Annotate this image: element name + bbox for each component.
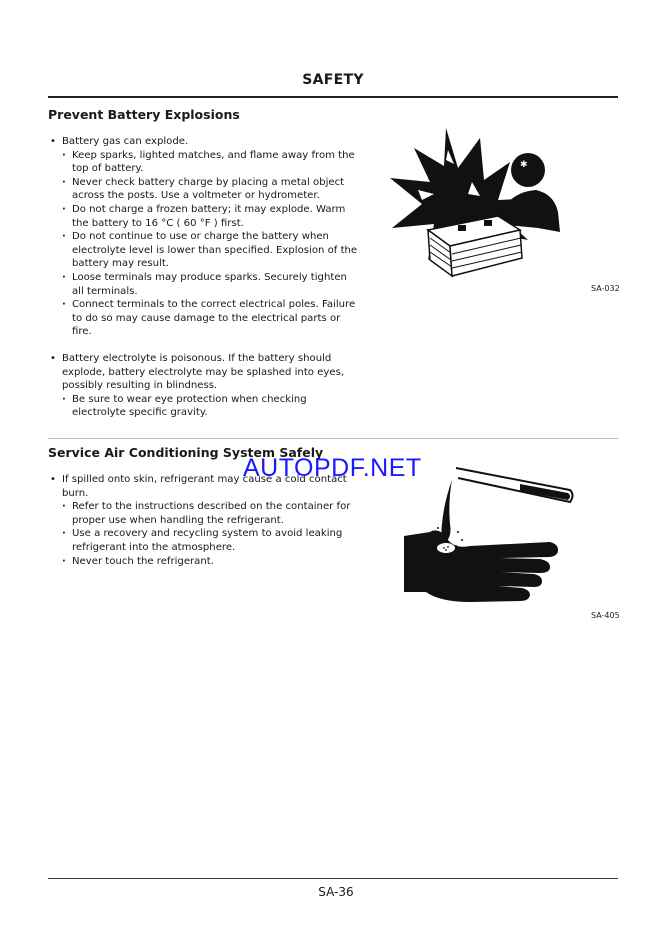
section-title-air-conditioning: Service Air Conditioning System Safely: [48, 445, 324, 460]
sub-item: · Refer to the instructions described on the container for proper use when handling the refrigerant.: [48, 500, 358, 527]
sub-item: · Do not continue to use or charge the battery when electrolyte level is lower than specified. Explosion of the battery may result.: [48, 230, 358, 271]
battery-explosion-illustration: [388, 120, 563, 280]
refrigerant-hand-illustration: [400, 462, 575, 607]
svg-text:✱: ✱: [520, 160, 528, 170]
bullet-item: • Battery gas can explode.: [48, 135, 358, 149]
bullet-item: • Battery electrolyte is poisonous. If the battery should explode, battery electrolyte may be splashed into eyes, possibly resulting in blindness.: [48, 352, 358, 393]
sub-item: · Never touch the refrigerant.: [48, 555, 358, 569]
header-rule: [48, 96, 618, 98]
footer-rule: [48, 878, 618, 879]
bullet-item: • If spilled onto skin, refrigerant may cause a cold contact burn.: [48, 473, 358, 500]
sub-item: · Connect terminals to the correct electrical poles. Failure to do so may cause damage to the electrical parts or fire.: [48, 298, 358, 339]
sub-item: · Keep sparks, lighted matches, and flame away from the top of battery.: [48, 149, 358, 176]
figure-label: SA-405: [591, 611, 620, 620]
section-title-battery: Prevent Battery Explosions: [48, 107, 240, 122]
section-divider: [48, 438, 618, 439]
page-number: SA-36: [318, 885, 354, 899]
section-body-battery: [48, 135, 358, 420]
sub-item: · Use a recovery and recycling system to avoid leaking refrigerant into the atmosphere.: [48, 527, 358, 554]
sub-item: · Do not charge a frozen battery; it may explode. Warm the battery to 16 °C ( 60 °F ) first.: [48, 203, 358, 230]
sub-item: · Be sure to wear eye protection when checking electrolyte specific gravity.: [48, 393, 358, 420]
page-title: SAFETY: [302, 72, 364, 88]
sub-item: · Never check battery charge by placing a metal object across the posts. Use a voltmeter or hydrometer.: [48, 176, 358, 203]
section-body-air-conditioning: [48, 473, 358, 568]
sub-item: · Loose terminals may produce sparks. Securely tighten all terminals.: [48, 271, 358, 298]
watermark: AUTOPDF.NET: [243, 454, 422, 482]
figure-label: SA-032: [591, 284, 620, 293]
